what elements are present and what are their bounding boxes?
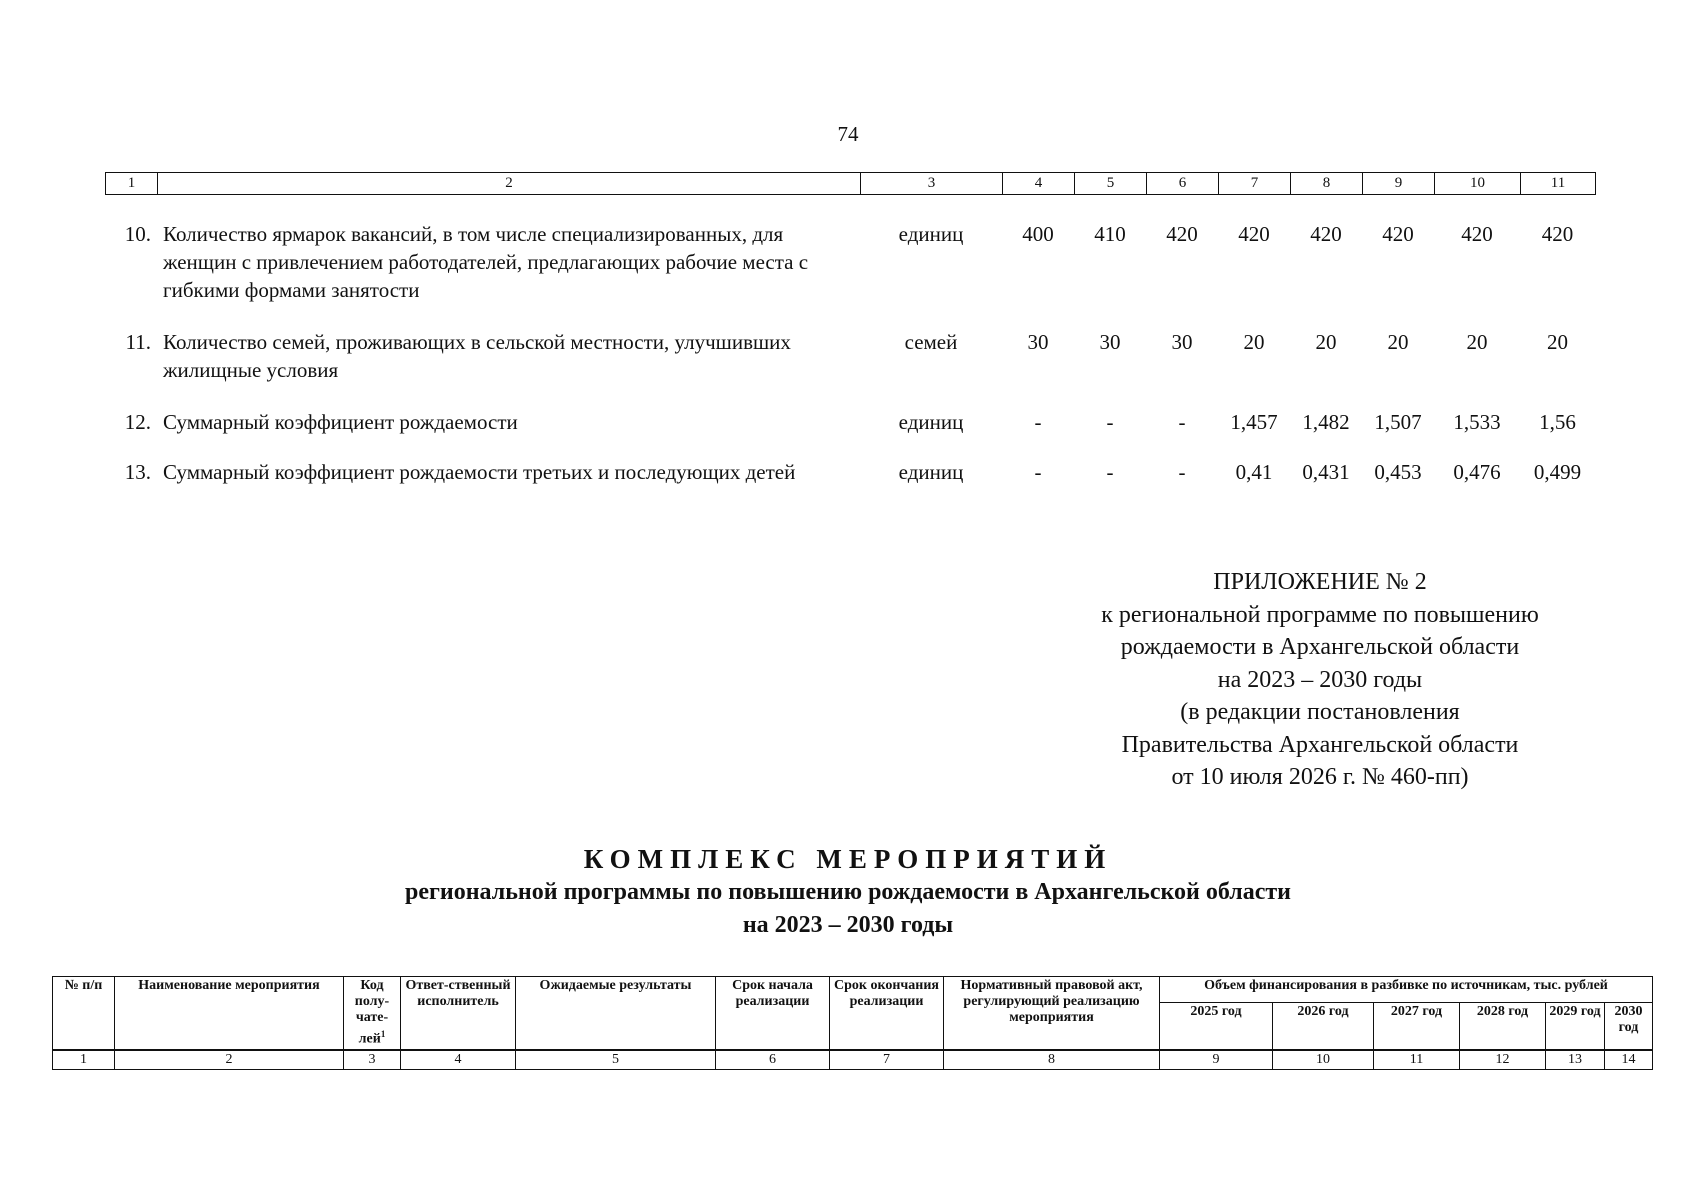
appendix-line: (в редакции постановления xyxy=(1180,699,1460,725)
indicator-value: 0,476 xyxy=(1453,460,1501,484)
column-header-text: Код полу-чате-лей xyxy=(354,978,390,1047)
column-number: 3 xyxy=(861,173,1003,195)
column-number: 10 xyxy=(1273,1050,1374,1070)
column-number: 12 xyxy=(1460,1050,1546,1070)
column-number: 5 xyxy=(516,1050,716,1070)
indicator-name: Количество семей, проживающих в сельской местности, улучшивших жилищные условия xyxy=(163,330,791,382)
year-header: 2027 год xyxy=(1374,1002,1460,1050)
column-header: Ответ-ственный исполнитель xyxy=(401,977,516,1050)
column-header: Ожидаемые результаты xyxy=(516,977,716,1050)
row-number: 10. xyxy=(124,222,151,246)
appendix-line: ПРИЛОЖЕНИЕ № 2 xyxy=(1213,569,1427,595)
indicator-value: 0,431 xyxy=(1302,460,1350,484)
year-header: 2026 год xyxy=(1273,1002,1374,1050)
indicator-unit: единиц xyxy=(898,410,964,434)
row-number: 12. xyxy=(124,410,151,434)
table-row xyxy=(105,458,1595,486)
row-number: 13. xyxy=(124,460,151,484)
page-number: 74 xyxy=(837,122,859,146)
indicator-value: 420 xyxy=(1461,222,1493,246)
table-row xyxy=(105,328,1595,408)
appendix-line: на 2023 – 2030 годы xyxy=(1217,666,1423,693)
indicator-unit: семей xyxy=(904,330,958,354)
column-number: 4 xyxy=(1003,173,1075,195)
indicator-value: 1,56 xyxy=(1539,410,1576,434)
measures-table xyxy=(52,976,1653,1070)
indicator-value: - xyxy=(1034,460,1042,484)
column-number: 9 xyxy=(1160,1050,1273,1070)
indicators-table xyxy=(105,220,1595,486)
column-number: 11 xyxy=(1374,1050,1460,1070)
table-header-row xyxy=(53,977,1653,1003)
row-number: 11. xyxy=(125,330,151,354)
indicators-column-numbers xyxy=(105,172,1596,195)
column-number: 13 xyxy=(1546,1050,1605,1070)
indicator-value: 0,41 xyxy=(1235,460,1273,484)
heading-years: на 2023 – 2030 годы xyxy=(742,912,954,938)
indicator-value: - xyxy=(1106,410,1114,434)
footnote-mark: 1 xyxy=(380,1029,386,1039)
column-number: 6 xyxy=(716,1050,830,1070)
column-header: Срок окончания реализации xyxy=(830,977,944,1050)
column-number: 7 xyxy=(830,1050,944,1070)
indicator-value: 420 xyxy=(1382,222,1414,246)
column-number: 1 xyxy=(53,1050,115,1070)
appendix-note xyxy=(1040,566,1600,794)
column-number: 8 xyxy=(1291,173,1363,195)
indicator-value: 20 xyxy=(1243,330,1265,354)
column-number: 8 xyxy=(944,1050,1160,1070)
indicator-value: - xyxy=(1178,410,1186,434)
indicator-value: 420 xyxy=(1166,222,1198,246)
table-row xyxy=(53,1050,1653,1070)
indicator-value: 410 xyxy=(1094,222,1126,246)
indicator-value: - xyxy=(1034,410,1042,434)
indicator-value: - xyxy=(1106,460,1114,484)
indicator-value: 30 xyxy=(1171,330,1193,354)
column-header: Наименование мероприятия xyxy=(115,977,344,1050)
indicator-value: 420 xyxy=(1310,222,1342,246)
indicator-value: 1,533 xyxy=(1453,410,1501,434)
column-header: № п/п xyxy=(53,977,115,1050)
column-number: 11 xyxy=(1521,173,1596,195)
indicator-value: 30 xyxy=(1099,330,1121,354)
indicator-value: 0,499 xyxy=(1533,460,1582,484)
indicator-name: Количество ярмарок вакансий, в том числе специализированных, для женщин с привлечением работодателей, предлагающих рабочие места с гибкими формами занятости xyxy=(163,222,809,302)
indicator-value: 420 xyxy=(1541,222,1574,246)
indicator-value: 20 xyxy=(1547,330,1568,354)
column-number: 6 xyxy=(1147,173,1219,195)
year-header: 2025 год xyxy=(1160,1002,1273,1050)
heading-subtitle: региональной программы по повышению рождаемости в Архангельской области xyxy=(404,879,1292,905)
table-row xyxy=(105,220,1595,328)
column-number: 4 xyxy=(401,1050,516,1070)
appendix-line: от 10 июля 2026 г. № 460-пп) xyxy=(1171,764,1469,790)
indicator-value: 420 xyxy=(1238,222,1270,246)
column-number: 14 xyxy=(1605,1050,1653,1070)
financing-header: Объем финансирования в разбивке по источникам, тыс. рублей xyxy=(1160,977,1653,1003)
indicator-value: 20 xyxy=(1315,330,1337,354)
indicator-value: 0,453 xyxy=(1374,460,1422,484)
column-number: 2 xyxy=(115,1050,344,1070)
indicator-value: - xyxy=(1178,460,1186,484)
year-header: 2028 год xyxy=(1460,1002,1546,1050)
column-number: 1 xyxy=(106,173,158,195)
indicator-value: 1,457 xyxy=(1230,410,1278,434)
appendix-line: рождаемости в Архангельской области xyxy=(1120,634,1520,660)
indicator-name: Суммарный коэффициент рождаемости xyxy=(163,410,518,434)
column-number: 10 xyxy=(1435,173,1521,195)
indicator-value: 400 xyxy=(1022,222,1054,246)
column-number: 5 xyxy=(1075,173,1147,195)
indicator-name: Суммарный коэффициент рождаемости третьих и последующих детей xyxy=(163,460,796,484)
heading-title: КОМПЛЕКС МЕРОПРИЯТИЙ xyxy=(583,844,1113,874)
indicator-value: 1,507 xyxy=(1374,410,1422,434)
indicator-value: 20 xyxy=(1466,330,1488,354)
indicator-value: 1,482 xyxy=(1302,410,1350,434)
indicator-value: 30 xyxy=(1027,330,1049,354)
column-header: Срок начала реализации xyxy=(716,977,830,1050)
column-number: 7 xyxy=(1219,173,1291,195)
document-heading xyxy=(0,842,1696,942)
appendix-line: Правительства Архангельской области xyxy=(1121,731,1519,758)
year-header: 2029 год xyxy=(1546,1002,1605,1050)
column-number: 3 xyxy=(344,1050,401,1070)
year-header: 2030 год xyxy=(1605,1002,1653,1050)
indicator-value: 20 xyxy=(1387,330,1409,354)
indicator-unit: единиц xyxy=(898,460,964,484)
indicator-unit: единиц xyxy=(898,222,964,246)
table-row xyxy=(105,408,1595,458)
column-number: 9 xyxy=(1363,173,1435,195)
column-number: 2 xyxy=(158,173,861,195)
column-header: Нормативный правовой акт, регулирующий реализацию мероприятия xyxy=(944,977,1160,1050)
appendix-line: к региональной программе по повышению xyxy=(1101,601,1539,628)
column-header xyxy=(344,977,401,1050)
